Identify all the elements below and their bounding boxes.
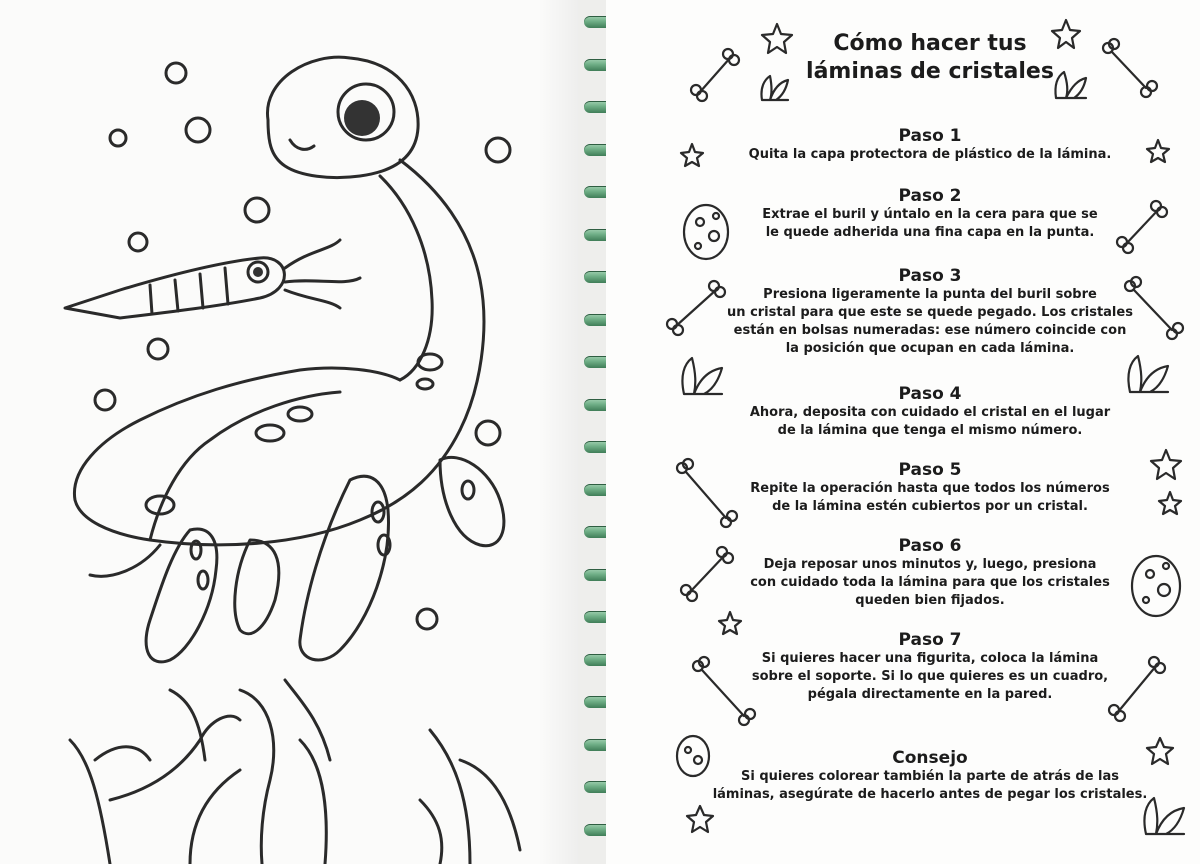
step-title: Paso 2 xyxy=(898,186,962,206)
step-text-line: la posición que ocupan en cada lámina. xyxy=(785,341,1075,356)
step-text-line: están en bolsas numeradas: ese número coincide con xyxy=(733,323,1127,338)
step-text-line: Presiona ligeramente la punta del buril sobre xyxy=(763,287,1097,302)
step-text-line: sobre el soporte. Si lo que quieres es un cuadro, xyxy=(751,669,1109,684)
step-text-line: Ahora, deposita con cuidado el cristal en el lugar xyxy=(749,405,1111,420)
step-text-line: queden bien fijados. xyxy=(855,593,1005,608)
step-text-line: Repite la operación hasta que todos los números xyxy=(750,481,1110,496)
tip-title: Consejo xyxy=(892,748,968,768)
step-7 xyxy=(700,630,1160,704)
page-title-line2: láminas de cristales xyxy=(806,59,1054,84)
tip-text-line: láminas, asegúrate de hacerlo antes de pegar los cristales. xyxy=(712,787,1148,802)
step-title: Paso 5 xyxy=(898,460,962,480)
bone-icon xyxy=(691,49,739,101)
star-icon xyxy=(1159,492,1181,514)
page-title-line1: Cómo hacer tus xyxy=(833,31,1027,56)
step-text-line: Extrae el buril y úntalo en la cera para que se xyxy=(762,207,1098,222)
step-text-line: con cuidado toda la lámina para que los cristales xyxy=(750,575,1110,590)
step-text-line: Deja reposar unos minutos y, luego, presiona xyxy=(763,557,1097,572)
step-text-line: le quede adherida una fina capa en la punta. xyxy=(765,225,1095,240)
step-text-line: Quita la capa protectora de plástico de la lámina. xyxy=(748,147,1112,162)
tip-text-line: Si quieres colorear también la parte de atrás de las xyxy=(740,769,1120,784)
step-1 xyxy=(700,126,1160,164)
step-title: Paso 4 xyxy=(898,384,962,404)
step-title: Paso 6 xyxy=(898,536,962,556)
step-title: Paso 1 xyxy=(898,126,962,146)
step-4 xyxy=(700,384,1160,440)
step-2 xyxy=(700,186,1160,242)
step-text-line: un cristal para que este se quede pegado. Los cristales xyxy=(727,305,1133,320)
star-icon xyxy=(687,806,713,832)
step-3 xyxy=(700,266,1160,358)
step-text-line: de la lámina que tenga el mismo número. xyxy=(777,423,1083,438)
step-title: Paso 3 xyxy=(898,266,962,286)
step-text-line: de la lámina estén cubiertos por un cristal. xyxy=(772,499,1088,514)
step-text-line: pégala directamente en la pared. xyxy=(807,687,1053,702)
tip xyxy=(700,748,1160,804)
page-title xyxy=(780,30,1080,86)
step-5 xyxy=(700,460,1160,516)
bone-icon xyxy=(1103,39,1157,97)
step-title: Paso 7 xyxy=(898,630,962,650)
step-text-line: Si quieres hacer una figurita, coloca la lámina xyxy=(761,651,1099,666)
step-6 xyxy=(700,536,1160,610)
